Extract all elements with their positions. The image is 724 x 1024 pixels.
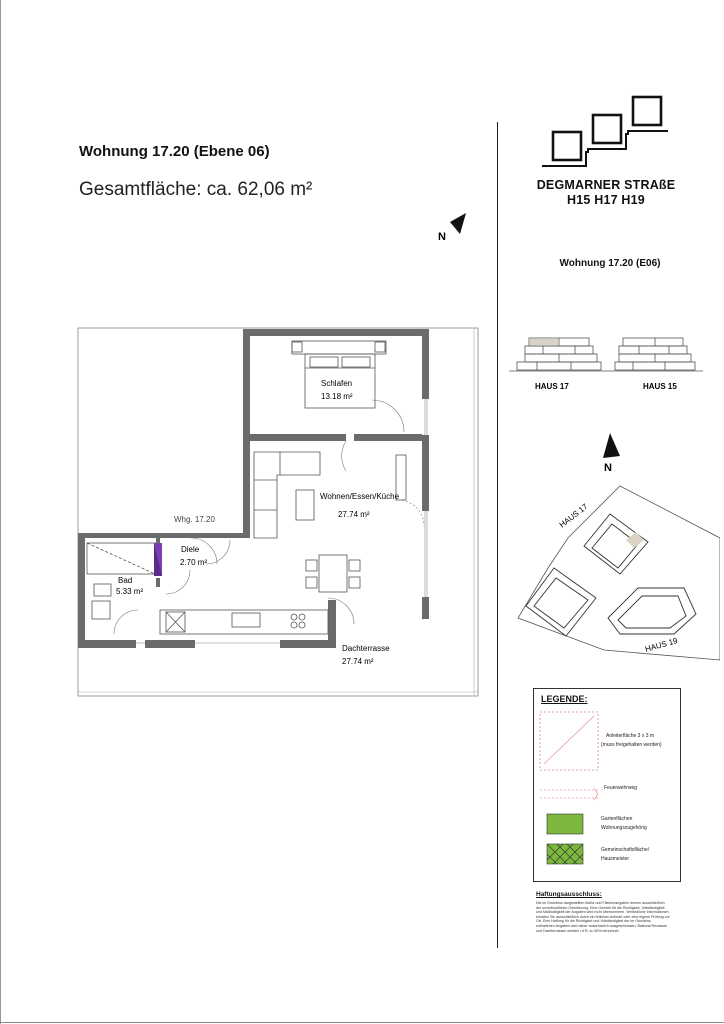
garden-area-swatch bbox=[547, 814, 583, 834]
page-edge-left bbox=[0, 0, 1, 1024]
site-label-haus19: HAUS 19 bbox=[644, 636, 679, 654]
site-label-haus17: HAUS 17 bbox=[557, 501, 590, 530]
page-edge-bottom bbox=[0, 1022, 724, 1023]
north-label: N bbox=[438, 231, 446, 243]
elevation-label-haus17: HAUS 17 bbox=[535, 382, 569, 391]
legend-title: LEGENDE: bbox=[541, 694, 588, 704]
room-name-dachterrasse: Dachterrasse bbox=[342, 644, 390, 653]
legend-label-fire-lane: Feuerwehrweg bbox=[604, 785, 638, 791]
elevation-label-haus15: HAUS 15 bbox=[643, 382, 677, 391]
brand-name: DEGMARNER STRAßE bbox=[536, 178, 676, 192]
elevation-overview bbox=[505, 330, 710, 396]
legend-label-ladder-area: Anleiterfläche 3 x 3 m bbox=[606, 733, 655, 739]
column-divider bbox=[497, 122, 498, 948]
room-name-bad: Bad bbox=[118, 576, 133, 585]
apartment-tag: Whg. 17.20 bbox=[174, 515, 215, 524]
disclaimer-body: Die im Grundriss dargestellten Maße und Flächenangaben dienen ausschließlich der unverbindlichen Orientierung. Eine Gewähr für die Richtigkeit, Vollständigkeit und Maßhaltigkeit der Angaben wird nicht übernommen. Verbindliche Informationen erhalten Sie ausschließlich durch ein örtliches Aufmaß oder eine eigene Prüfung vor Ort. Eine Haftung für die Richtigkeit und Vollständigkeit der im Grundriss enthaltenen Angaben wird daher ausdrücklich ausgeschlossen. Balkone/Terrassen und Dachterrassen werden i.d.R. zu 50% berechnet. bbox=[536, 901, 670, 933]
legend-note-ladder-area: (muss freigehalten werden) bbox=[601, 742, 662, 748]
total-area: Gesamtfläche: ca. 62,06 m² bbox=[79, 179, 313, 200]
room-area-diele: 2.70 m² bbox=[180, 558, 208, 567]
site-plan bbox=[508, 428, 720, 668]
site-north-label: N bbox=[604, 462, 612, 474]
room-area-schlafen: 13.18 m² bbox=[321, 392, 353, 401]
site-north-arrow-icon bbox=[603, 433, 620, 458]
north-arrow-icon bbox=[450, 213, 466, 234]
legend-label-common: Gemeinschaftsfläche/ bbox=[601, 847, 650, 853]
legend-note-garden: Wohnungszugehörig bbox=[601, 825, 647, 831]
floor-plan bbox=[70, 320, 490, 710]
brand-houses: H15 H17 H19 bbox=[567, 193, 645, 207]
legend-label-garden: Gartenflächen bbox=[601, 816, 633, 822]
sidebar-apartment-label: Wohnung 17.20 (E06) bbox=[559, 258, 661, 269]
legend-symbols bbox=[538, 710, 600, 870]
brand-logo bbox=[538, 94, 672, 168]
room-area-dachterrasse: 27.74 m² bbox=[342, 657, 374, 666]
room-area-bad: 5.33 m² bbox=[116, 587, 144, 596]
page-title: Wohnung 17.20 (Ebene 06) bbox=[79, 143, 270, 160]
room-name-wohnen: Wohnen/Essen/Küche bbox=[320, 492, 400, 501]
room-area-wohnen: 27.74 m² bbox=[338, 510, 370, 519]
disclaimer-title: Haftungsausschluss: bbox=[536, 891, 602, 898]
highlighted-unit bbox=[530, 339, 558, 345]
common-area-swatch bbox=[547, 844, 583, 864]
room-name-schlafen: Schlafen bbox=[321, 379, 353, 388]
north-arrow bbox=[436, 210, 472, 244]
room-name-diele: Diele bbox=[181, 545, 200, 554]
legend-note-common: Hausmeister bbox=[601, 856, 630, 862]
